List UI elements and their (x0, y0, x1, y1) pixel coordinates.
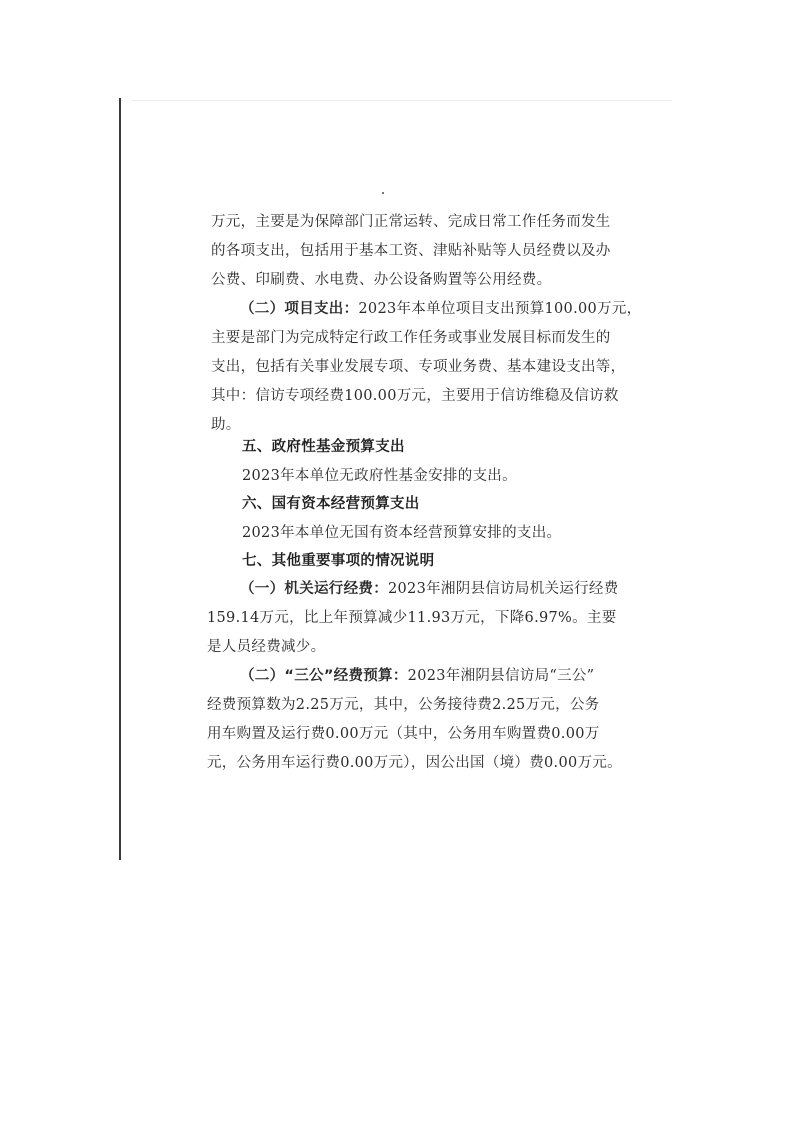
paragraph-line: 公费、印刷费、水电费、办公设备购置等公用经费。 (211, 272, 552, 288)
three-public-line (240, 666, 594, 686)
paragraph-line: 主要是部门为完成特定行政工作任务或事业发展目标而发生的 (211, 330, 611, 346)
paragraph-line: 助。 (211, 417, 241, 433)
three-public-label: （二）“三公”经费预算： (240, 668, 408, 684)
scan-left-border (119, 98, 121, 860)
section-heading-7: 七、其他重要事项的情况说明 (242, 553, 435, 569)
paragraph-line: 用车购置及运行费0.00万元（其中，公务用车购置费0.00万 (207, 726, 600, 742)
paragraph-line: 是人员经费减少。 (207, 639, 326, 655)
paragraph-line: 的各项支出，包括用于基本工资、津贴补贴等人员经费以及办 (211, 243, 611, 259)
paragraph-line: 其中：信访专项经费100.00万元，主要用于信访维稳及信访救 (211, 388, 619, 404)
scan-top-border (132, 100, 672, 101)
paragraph-line: 万元，主要是为保障部门正常运转、完成日常工作任务而发生 (211, 214, 611, 230)
paragraph-line: 经费预算数为2.25万元，其中，公务接待费2.25万元，公务 (207, 697, 600, 713)
paragraph-line: 2023年本单位无政府性基金安排的支出。 (242, 468, 517, 484)
paragraph-line: 元，公务用车运行费0.00万元），因公出国（境）费0.00万元。 (207, 755, 622, 771)
paragraph-line: 2023年本单位无国有资本经营预算安排的支出。 (242, 525, 562, 541)
three-public-text: 2023年湘阴县信访局“三公” (407, 668, 595, 684)
project-expense-text: 2023年本单位项目支出预算100.00万元， (358, 301, 642, 317)
project-expense-label: （二）项目支出： (240, 301, 359, 317)
paragraph-line: 159.14万元，比上年预算减少11.93万元，下降6.97%。主要 (207, 610, 617, 626)
project-expense-line (240, 299, 641, 319)
office-expense-label: （一）机关运行经费： (240, 581, 388, 597)
scan-speck (382, 192, 384, 194)
paragraph-line: 支出，包括有关事业发展专项、专项业务费、基本建设支出等， (211, 359, 626, 375)
section-heading-6: 六、国有资本经营预算支出 (242, 496, 420, 512)
section-heading-5: 五、政府性基金预算支出 (242, 439, 405, 455)
office-expense-text: 2023年湘阴县信访局机关运行经费 (388, 581, 619, 597)
office-expense-line (240, 579, 619, 599)
